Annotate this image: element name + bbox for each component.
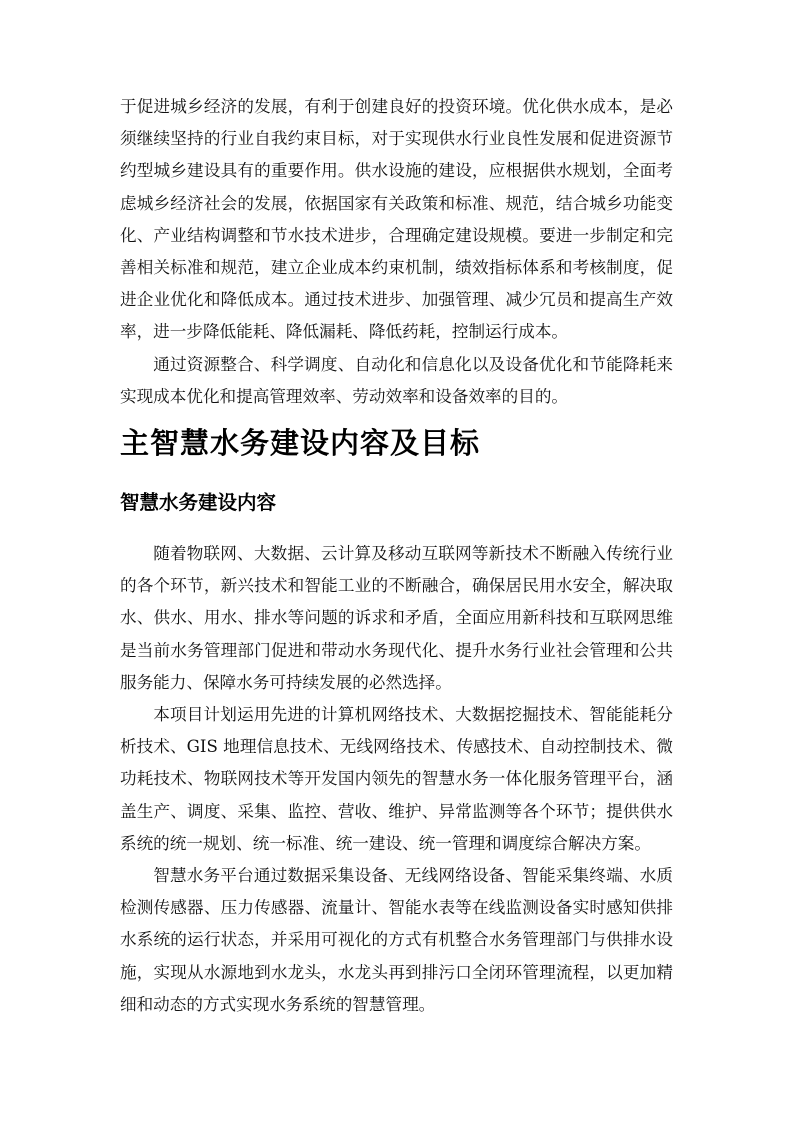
- paragraph-platform-overview: 智慧水务平台通过数据采集设备、无线网络设备、智能采集终端、水质检测传感器、压力传感器、流量计、智能水表等在线监测设备实时感知供排水系统的运行状态，并采用可视化的方式有机整合水务管理部门与供排水设施，实现从水源地到水龙头，水龙头再到排污口全闭环管理流程，以更加精细和动态的方式实现水务系统的智慧管理。: [120, 866, 673, 1014]
- heading-construction-content-and-goals: 主智慧水务建设内容及目标: [120, 426, 481, 460]
- construction-content-section: [120, 538, 673, 1021]
- heading-construction-content: 智慧水务建设内容: [120, 491, 277, 514]
- intro-section: [120, 91, 673, 413]
- paragraph-project-plan: 本项目计划运用先进的计算机网络技术、大数据挖掘技术、智能能耗分析技术、GIS 地理信息技术、无线网络技术、传感技术、自动控制技术、微功耗技术、物联网技术等开发国内领先的智慧水务一体化服务管理平台，涵盖生产、调度、采集、监控、营收、维护、异常监测等各个环节；提供供水系统的统一规划、统一标准、统一建设、统一管理和调度综合解决方案。: [120, 705, 673, 853]
- paragraph-continuation: 于促进城乡经济的发展，有利于创建良好的投资环境。优化供水成本，是必须继续坚持的行业自我约束目标，对于实现供水行业良性发展和促进资源节约型城乡建设具有的重要作用。供水设施的建设，应根据供水规划，全面考虑城乡经济社会的发展，依据国家有关政策和标准、规范，结合城乡功能变化、产业结构调整和节水技术进步，合理确定建设规模。要进一步制定和完善相关标准和规范，建立企业成本约束机制，绩效指标体系和考核制度，促进企业优化和降低成本。通过技术进步、加强管理、减少冗员和提高生产效率，进一步降低能耗、降低漏耗、降低药耗，控制运行成本。: [120, 97, 673, 342]
- paragraph-new-technologies: 随着物联网、大数据、云计算及移动互联网等新技术不断融入传统行业的各个环节，新兴技术和智能工业的不断融合，确保居民用水安全，解决取水、供水、用水、排水等问题的诉求和矛盾，全面应用新科技和互联网思维是当前水务管理部门促进和带动水务现代化、提升水务行业社会管理和公共服务能力、保障水务可持续发展的必然选择。: [120, 544, 673, 692]
- paragraph-resource-integration: 通过资源整合、科学调度、自动化和信息化以及设备优化和节能降耗来实现成本优化和提高管理效率、劳动效率和设备效率的目的。: [120, 354, 673, 406]
